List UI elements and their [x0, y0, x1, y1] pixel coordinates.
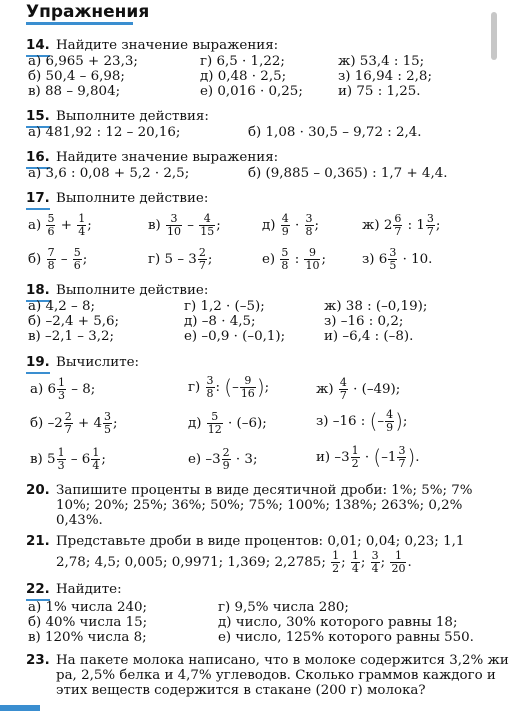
item-19i: и) –3 $\frac{1}{2}$ · (–1 $\frac{3}{7}$ ).	[316, 444, 420, 470]
item-label: а)	[28, 218, 42, 233]
exercise-number: 19.	[26, 355, 50, 374]
fraction: $\frac{3}{7}$	[398, 444, 406, 470]
item: е) число, 125% которого равны 550.	[218, 630, 474, 645]
exercise-heading: Выполните действие:	[56, 191, 209, 206]
exercise-18	[26, 283, 512, 345]
item: в) 88 – 9,804;	[28, 84, 121, 99]
item-19b: б) –2 $\frac{2}{7}$ + 4 $\frac{3}{5}$ ;	[30, 410, 118, 436]
exercise-heading: Выполните действия:	[56, 109, 209, 124]
line: На пакете молока написано, что в молоке содержится 3,2% жи	[56, 653, 509, 668]
fraction: $\frac{5}{12}$	[207, 410, 222, 436]
fraction: $\frac{1}{4}$	[92, 446, 100, 472]
fraction: $\frac{5}{8}$	[281, 246, 289, 272]
fraction: $\frac{2}{7}$	[64, 410, 72, 436]
item-label: е)	[262, 252, 276, 267]
item-17d: д) $\frac{4}{9}$ · $\frac{3}{8}$ ;	[262, 212, 320, 238]
item: е) 0,016 · 0,25;	[200, 84, 303, 99]
exercise-number: 21.	[26, 534, 50, 549]
item: з) 16,94 : 2,8;	[338, 69, 432, 84]
item: а) 6,965 + 23,3;	[28, 54, 138, 69]
fraction: $\frac{1}{4}$	[78, 212, 86, 238]
line: 10%; 20%; 25%; 36%; 50%; 75%; 100%; 138%; 263%; 0,2%	[56, 498, 463, 513]
item: б) –2,4 + 5,6;	[28, 314, 120, 329]
exercise-number: 18.	[26, 283, 50, 302]
fraction: $\frac{3}{5}$	[104, 410, 112, 436]
item: а) 481,92 : 12 – 20,16;	[28, 125, 181, 140]
fraction: $\frac{3}{10}$	[167, 212, 182, 238]
item: и) 75 : 1,25.	[338, 84, 421, 99]
fraction: $\frac{3}{8}$	[305, 212, 313, 238]
item-19z: з) –16 : (– $\frac{4}{9}$ );	[316, 408, 408, 434]
exercise-21	[26, 534, 512, 578]
exercise-number: 23.	[26, 653, 50, 668]
item-17g: г) 5 – 3 $\frac{2}{7}$ ;	[148, 246, 213, 272]
fraction: $\frac{3}{4}$	[371, 549, 379, 575]
item-label: ж)	[362, 218, 380, 233]
fraction: $\frac{5}{6}$	[73, 246, 81, 272]
item: ж) 53,4 : 15;	[338, 54, 425, 69]
item: д) число, 30% которого равны 18;	[218, 615, 458, 630]
item-label: д)	[262, 218, 276, 233]
fraction: $\frac{4}{15}$	[200, 212, 215, 238]
item-17a: а) $\frac{5}{6}$ + $\frac{1}{4}$ ;	[28, 212, 92, 238]
fraction: $\frac{4}{9}$	[281, 212, 289, 238]
line: этих веществ содержится в стакане (200 г) молока?	[56, 683, 426, 698]
exercise-number: 15.	[26, 109, 50, 128]
item-label: в)	[148, 218, 161, 233]
fraction: $\frac{2}{9}$	[222, 446, 230, 472]
item-17v: в) $\frac{3}{10}$ – $\frac{4}{15}$ ;	[148, 212, 221, 238]
item: и) –6,4 : (–8).	[324, 329, 414, 344]
fraction: $\frac{1}{4}$	[351, 549, 359, 575]
fraction: $\frac{3}{8}$	[206, 374, 214, 400]
exercise-23	[26, 653, 512, 701]
exercise-number: 22.	[26, 582, 50, 601]
exercise-heading: Вычислите:	[56, 355, 140, 370]
item: г) 6,5 · 1,22;	[200, 54, 285, 69]
item: б) 1,08 · 30,5 – 9,72 : 2,4.	[248, 125, 422, 140]
fraction: $\frac{2}{7}$	[198, 246, 206, 272]
title-underline	[26, 22, 133, 25]
page-footer-accent	[0, 705, 40, 711]
fraction: $\frac{9}{10}$	[305, 246, 320, 272]
fraction: $\frac{3}{7}$	[426, 212, 434, 238]
exercise-22	[26, 582, 512, 646]
item-19a: а) 6 $\frac{1}{3}$ – 8;	[30, 376, 96, 402]
page-title: Упражнения	[26, 2, 150, 22]
exercise-heading: Найдите:	[56, 582, 122, 597]
fraction: $\frac{1}{3}$	[58, 376, 66, 402]
item: д) 0,48 · 2,5;	[200, 69, 287, 84]
fraction: $\frac{4}{7}$	[339, 376, 347, 402]
item: а) 4,2 – 8;	[28, 299, 95, 314]
item-17zh: ж) 2 $\frac{6}{7}$ : 1 $\frac{3}{7}$ ;	[362, 212, 441, 238]
fraction: $\frac{1}{2}$	[332, 549, 340, 575]
item: в) –2,1 – 3,2;	[28, 329, 115, 344]
item-19zh: ж) $\frac{4}{7}$ · (–49);	[316, 376, 401, 402]
item-17z: з) 6 $\frac{3}{5}$ · 10.	[362, 246, 433, 272]
item-19e: е) –3 $\frac{2}{9}$ · 3;	[188, 446, 258, 472]
item: г) 1,2 · (–5);	[184, 299, 265, 314]
line: ра, 2,5% белка и 4,7% углеводов. Сколько граммов каждого и	[56, 668, 496, 683]
exercise-number: 20.	[26, 483, 50, 498]
exercise-19	[26, 355, 512, 480]
item-19g: г) $\frac{3}{8}$ : (– $\frac{9}{16}$ );	[188, 374, 270, 400]
item-label: з)	[362, 252, 375, 267]
item: а) 1% числа 240;	[28, 600, 148, 615]
item: ж) 38 : (–0,19);	[324, 299, 428, 314]
line: Запишите проценты в виде десятичной дроби: 1%; 5%; 7%	[56, 483, 473, 498]
exercise-heading: Выполните действие:	[56, 283, 209, 298]
exercise-15	[26, 109, 512, 141]
exercise-16	[26, 150, 512, 182]
item: а) 3,6 : 0,08 + 5,2 · 2,5;	[28, 166, 190, 181]
item-19d: д) $\frac{5}{12}$ · (–6);	[188, 410, 267, 436]
item-19v: в) 5 $\frac{1}{3}$ – 6 $\frac{1}{4}$ ;	[30, 446, 106, 472]
fraction: $\frac{4}{9}$	[386, 408, 394, 434]
item-17e: е) $\frac{5}{8}$ : $\frac{9}{10}$ ;	[262, 246, 326, 272]
item: г) 9,5% числа 280;	[218, 600, 349, 615]
exercise-heading: Найдите значение выражения:	[56, 38, 279, 53]
item: б) (9,885 – 0,365) : 1,7 + 4,4.	[248, 166, 448, 181]
fraction: $\frac{1}{20}$	[391, 549, 406, 575]
fraction: $\frac{6}{7}$	[394, 212, 402, 238]
item: д) –8 · 4,5;	[184, 314, 256, 329]
item: е) –0,9 · (–0,1);	[184, 329, 286, 344]
fraction: $\frac{3}{5}$	[389, 246, 397, 272]
fraction: $\frac{1}{2}$	[351, 444, 359, 470]
fraction: $\frac{5}{6}$	[47, 212, 55, 238]
fraction: $\frac{7}{8}$	[47, 246, 55, 272]
line: 0,43%.	[56, 513, 103, 528]
line: Представьте дроби в виде процентов: 0,01; 0,04; 0,23; 1,1	[56, 534, 465, 549]
exercise-14	[26, 38, 512, 98]
exercise-heading: Найдите значение выражения:	[56, 150, 279, 165]
exercise-number: 17.	[26, 191, 50, 210]
item-label: б)	[28, 252, 42, 267]
exercise-20	[26, 483, 512, 531]
item-label: г)	[148, 252, 161, 267]
exercise-number: 14.	[26, 38, 50, 57]
item-17b: б) $\frac{7}{8}$ – $\frac{5}{6}$ ;	[28, 246, 88, 272]
item: з) –16 : 0,2;	[324, 314, 404, 329]
item: б) 50,4 – 6,98;	[28, 69, 125, 84]
fraction: $\frac{9}{16}$	[240, 374, 255, 400]
item: в) 120% числа 8;	[28, 630, 147, 645]
line-with-fractions: 2,78; 4,5; 0,005; 0,9971; 1,369; 2,2785; $\frac{1}{2}$ ; $\frac{1}{4}$ ; $\frac{3}{4}$ ; $\frac{1}{20}$ .	[56, 549, 412, 575]
exercise-number: 16.	[26, 150, 50, 169]
exercise-17	[26, 191, 512, 281]
fraction: $\frac{1}{3}$	[57, 446, 65, 472]
item: б) 40% числа 15;	[28, 615, 148, 630]
